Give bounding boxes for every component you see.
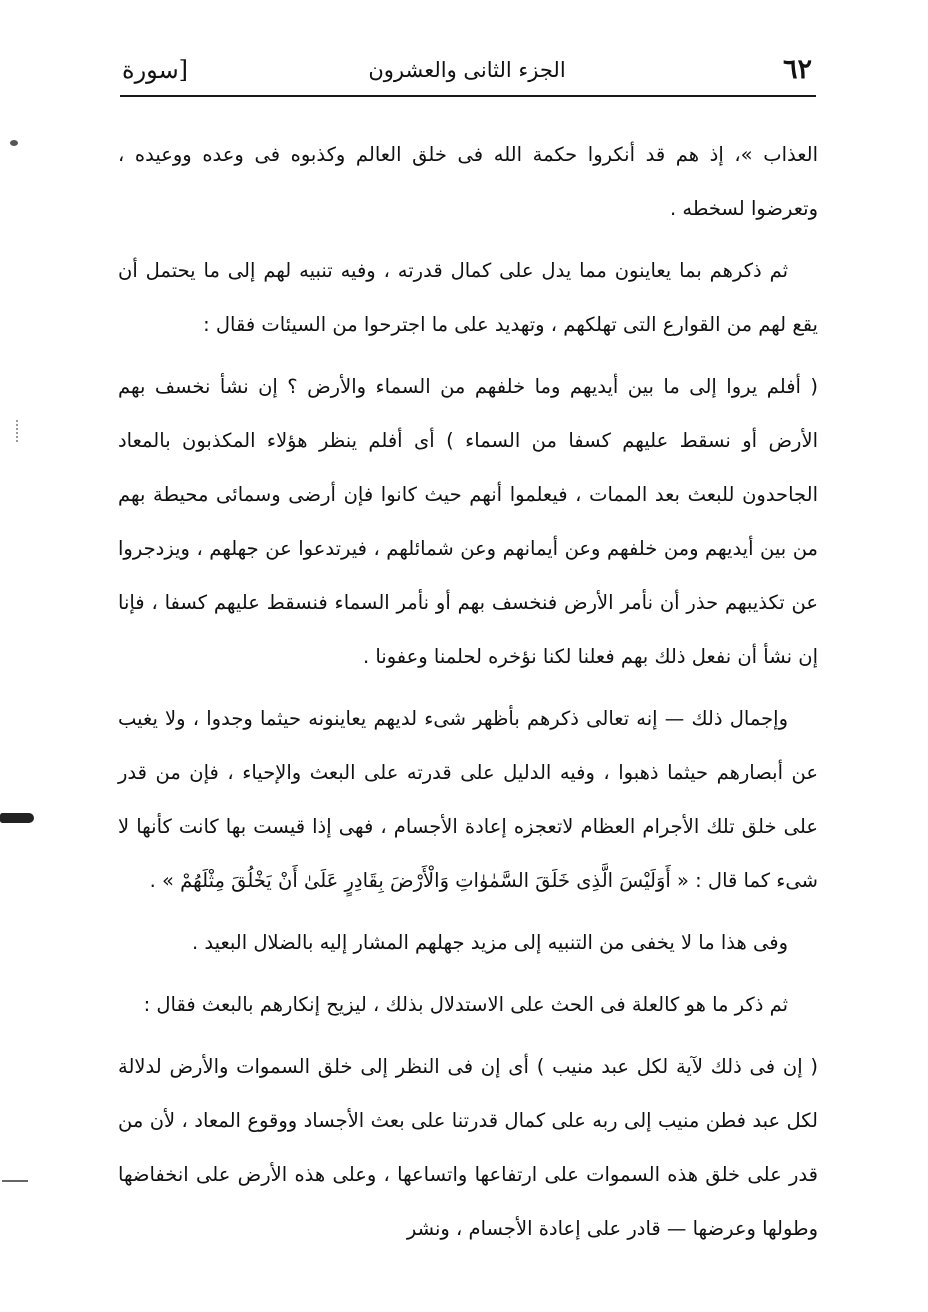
paragraph-1: العذاب »، إذ هم قد أنكروا حكمة الله فى خلق العالم وكذبوه فى وعده ووعيده ، وتعرضوا لسخطه . (118, 143, 818, 220)
section-label: [سورة (122, 56, 189, 84)
paragraph-7: ( إن فى ذلك لآية لكل عبد منيب ) أى إن فى النظر إلى خلق السموات والأرض لدلالة لكل عبد فطن منيب إلى ربه على كمال قدرتنا على بعث الأجساد ووقوع المعاد ، لأن من قدر على خلق هذه السموات على ارتفاعها واتساعها ، وعلى هذه الأرض على انخفاضها وطولها وعرضها — قادر على إعادة الأجسام ، ونشر (118, 1055, 818, 1240)
paragraph-6: ثم ذكر ما هو كالعلة فى الحث على الاستدلال بذلك ، ليزيح إنكارهم بالبعث فقال : (143, 993, 788, 1016)
header-divider (120, 95, 816, 97)
paragraph-4: وإجمال ذلك — إنه تعالى ذكرهم بأظهر شىء لديهم يعاينونه حيثما وجدوا ، ولا يغيب عن أبصارهم حيثما ذهبوا ، وفيه الدليل على قدرته على البعث والإحياء ، فإن من قدر على خلق تلك الأجرام العظام لاتعجزه إعادة الأجسام ، فهى إذا قيست بها كانت كأنها لا شىء كما قال : « أَوَلَيْسَ الَّذِى خَلَقَ السَّمٰوٰاتِ وَالْأَرْضَ بِقَادِرٍ عَلَىٰ أَنْ يَخْلُقَ مِثْلَهُمْ » . (118, 707, 818, 892)
paragraph-3: ( أفلم يروا إلى ما بين أيديهم وما خلفهم من السماء والأرض ؟ إن نشأ نخسف بهم الأرض أو نسقط عليهم كسفا من السماء ) أى أفلم ينظر هؤلاء المكذبون بالمعاد الجاحدون للبعث بعد الممات ، فيعلموا أنهم حيث كانوا فإن أرضى وسمائى محيطة بهم من بين أيديهم ومن خلفهم وعن أيمانهم وعن شمائلهم ، فيرتدعوا عن جهلهم ، ويزدجروا عن تكذيبهم حذر أن نأمر الأرض فنخسف بهم أو نأمر السماء فنسقط عليهم كسفا ، فإنا إن نشأ أن نفعل ذلك بهم فعلنا لكنا نؤخره لحلمنا وعفونا . (118, 375, 818, 668)
paragraph-2: ثم ذكرهم بما يعاينون مما يدل على كمال قدرته ، وفيه تنبيه لهم إلى ما يحتمل أن يقع لهم من القوارع التى تهلكهم ، وتهديد على ما اجترحوا من السيئات فقال : (118, 259, 818, 336)
margin-line-mark (2, 1180, 28, 1182)
margin-ink-mark (0, 813, 34, 823)
margin-scan-noise (16, 420, 32, 442)
running-title: الجزء الثانى والعشرون (368, 58, 566, 82)
page-header (118, 48, 816, 96)
paragraph-5: وفى هذا ما لا يخفى من التنبيه إلى مزيد جهلهم المشار إليه بالضلال البعيد . (191, 931, 788, 954)
page-number: ٦٢ (782, 54, 812, 85)
body-text (118, 128, 818, 1264)
margin-speck (10, 140, 18, 146)
